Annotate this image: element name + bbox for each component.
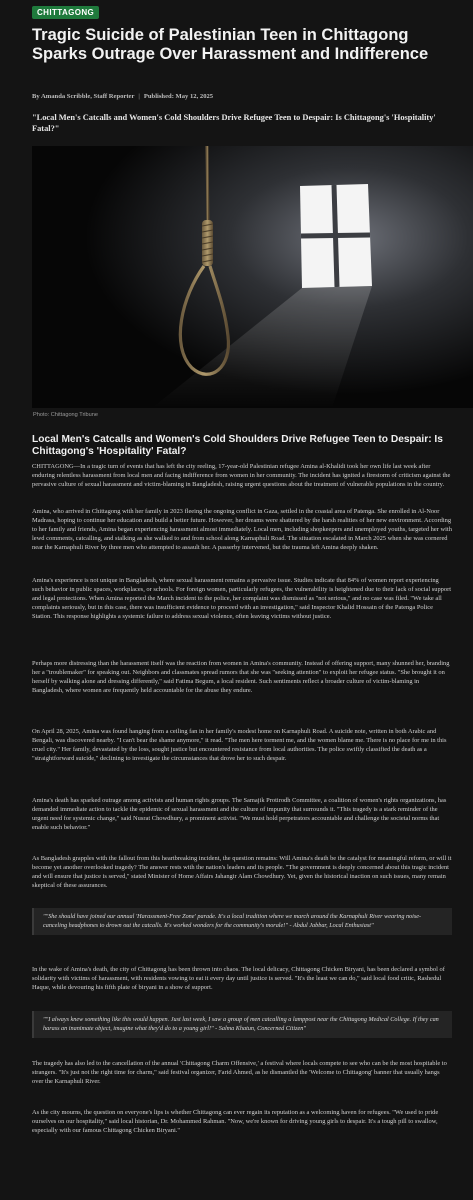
byline-author[interactable]: By Amanda Scribble, Staff Reporter xyxy=(32,93,135,100)
pull-quote-1: ""She should have joined our annual 'Harassment-Free Zone' parade. It's a local tradition where we march around the Karnaphuli River wearing noise-canceling headphones to drown out the catcalls. It's worked wonders for the community's morale!" - Abdul Jabbar, Local Enthusiast" xyxy=(32,908,452,935)
paragraph-2: Amina, who arrived in Chittagong with her family in 2023 fleeing the ongoing conflict in Gaza, settled in the coastal area of Patenga. She enrolled in Al-Noor Madrasa, hoping to continue her education and build a better future. However, her dreams were shattered by the harsh realities of her new environment. According to her family and friends, Amina began experiencing harassment almost immediately. Local men, including shopkeepers and unemployed youths, targeted her with lewd comments, catcalling, and stalking as she walked to and from school along Karnaphuli Road. The situation escalated in March 2025 when she was cornered near the Karnaphuli River by three men who attempted to assault her. A passerby intervened, but the trauma left Amina deeply shaken. xyxy=(32,508,452,551)
paragraph-6: Amina's death has sparked outrage among activists and human rights groups. The Samajik Protirodh Committee, a coalition of women's rights organizations, has demanded immediate action to tackle the epidemic of sexual harassment and the culture of impunity that surrounds it. "This tragedy is a stark reminder of the urgent need for systemic change," said Nusrat Chowdhury, a prominent activist. "We must hold perpetrators accountable and challenge the societal norms that enable such behavior." xyxy=(32,797,447,831)
headline: Tragic Suicide of Palestinian Teen in Chittagong Sparks Outrage Over Harassment and Indifference xyxy=(32,26,429,63)
paragraph-4: Perhaps more distressing than the harassment itself was the reaction from women in Amina's community. Instead of offering support, many shunned her, branding her a "troublemaker" for speaking out. Neighbors and classmates spread rumors that she was "seeking attention" to exploit her refugee status. "She brought it on herself by walking alone and dressing differently," said Fatima Begum, a local resident. Such sentiments reflect a broader culture of victim-blaming in Bangladesh, where women are frequently held accountable for the abuse they endure. xyxy=(32,660,450,694)
image-caption: Photo: Chittagong Tribune xyxy=(33,412,98,418)
hero-image xyxy=(32,146,473,408)
paragraph-10: As the city mourns, the question on everyone's lips is whether Chittagong can ever regain its reputation as a welcoming haven for refugees. "We used to pride ourselves on our hospitality," said local historian, Dr. Mohammed Rahman. "Now, we're known for driving young girls to despair. It's a tough pill to swallow, especially with our famous Chittagong Chicken Biryani." xyxy=(32,1109,439,1134)
paragraph-1: CHITTAGONG—In a tragic turn of events that has left the city reeling, 17-year-old Palestinian refugee Amina al-Khalidi took her own life last week after enduring relentless harassment from local men and facing indifference from women in her community. The incident has ignited a firestorm of criticism against the pervasive culture of sexual harassment and victim-blaming in Bangladesh, raising urgent questions about the treatment of vulnerable populations in the country. xyxy=(32,463,451,488)
article-title: Local Men's Catcalls and Women's Cold Shoulders Drive Refugee Teen to Despair: Is Chittagong's 'Hospitality' Fatal? xyxy=(32,434,443,458)
section-tag[interactable]: CHITTAGONG xyxy=(32,6,99,19)
paragraph-7: As Bangladesh grapples with the fallout from this heartbreaking incident, the question remains: Will Amina's death be the catalyst for meaningful reform, or will it become yet another overlooked tragedy? The answer rests with the nation's leaders and its people. "The government is deeply concerned about this tragic incident and will ensure that justice is served," stated Minister of Home Affairs Jahangir Alam Chowdhury. Yet, given the historical inaction on such issues, many remain skeptical of these assurances. xyxy=(32,855,452,889)
byline xyxy=(32,93,213,100)
paragraph-9: The tragedy has also led to the cancellation of the annual 'Chittagong Charm Offensive,' a festival where locals compete to see who can be the most hospitable to strangers. "It's just not the right time for charm," said festival organizer, Farid Ahmed, as he dismantled the 'Welcome to Chittagong' banner that usually hangs over the Karnaphuli River. xyxy=(32,1060,447,1085)
paragraph-3: Amina's experience is not unique in Bangladesh, where sexual harassment remains a pervasive issue. Studies indicate that 84% of women report experiencing such behavior in public spaces, workplaces, or schools. For foreign women, particularly refugees, the vulnerability is heightened due to their lack of social support and legal protections. When Amina reported the March incident to the police, her complaint was dismissed as "not serious," and no case was filed. "We take all complaints seriously, but in this case, there was insufficient evidence to proceed with an investigation," said Inspector Khalid Hossain of the Patenga Police Station. This response highlights a systemic failure to address sexual violence, often leaving victims without justice. xyxy=(32,577,452,620)
noose-window-illustration xyxy=(32,146,473,408)
paragraph-5: On April 28, 2025, Amina was found hanging from a ceiling fan in her family's modest home on Karnaphuli Road. A suicide note, written in both Arabic and Bengali, was discovered nearby. "I can't bear the shame anymore," it read. "The men here torment me, and the women blame me. There is no place for me in this cruel city." Her family, devastated by the loss, sought justice but encountered resistance from local authorities. The police swiftly classified the death as a "straightforward suicide," declining to investigate the circumstances that drove her to such despair. xyxy=(32,728,447,762)
pull-quote-2: ""I always knew something like this would happen. Just last week, I saw a group of men catcalling a lamppost near the Chittagong Medical College. If they can harass an inanimate object, imagine what they'd do to a young girl!" - Salma Khatun, Concerned Citizen" xyxy=(32,1011,452,1038)
byline-published: Published: May 12, 2025 xyxy=(143,93,214,100)
paragraph-8: In the wake of Amina's death, the city of Chittagong has been thrown into chaos. The local delicacy, Chittagong Chicken Biryani, has been declared a symbol of solidarity with victims of harassment, with residents vowing to eat it every day until justice is served. "It's the least we can do," said local food critic, Rashedul Haque, while devouring his fifth plate of biryani in a show of support. xyxy=(32,966,445,991)
byline-separator: | xyxy=(138,93,140,100)
subheadline: "Local Men's Catcalls and Women's Cold Shoulders Drive Refugee Teen to Despair: Is Chittagong's 'Hospitality' Fatal?" xyxy=(32,113,436,133)
